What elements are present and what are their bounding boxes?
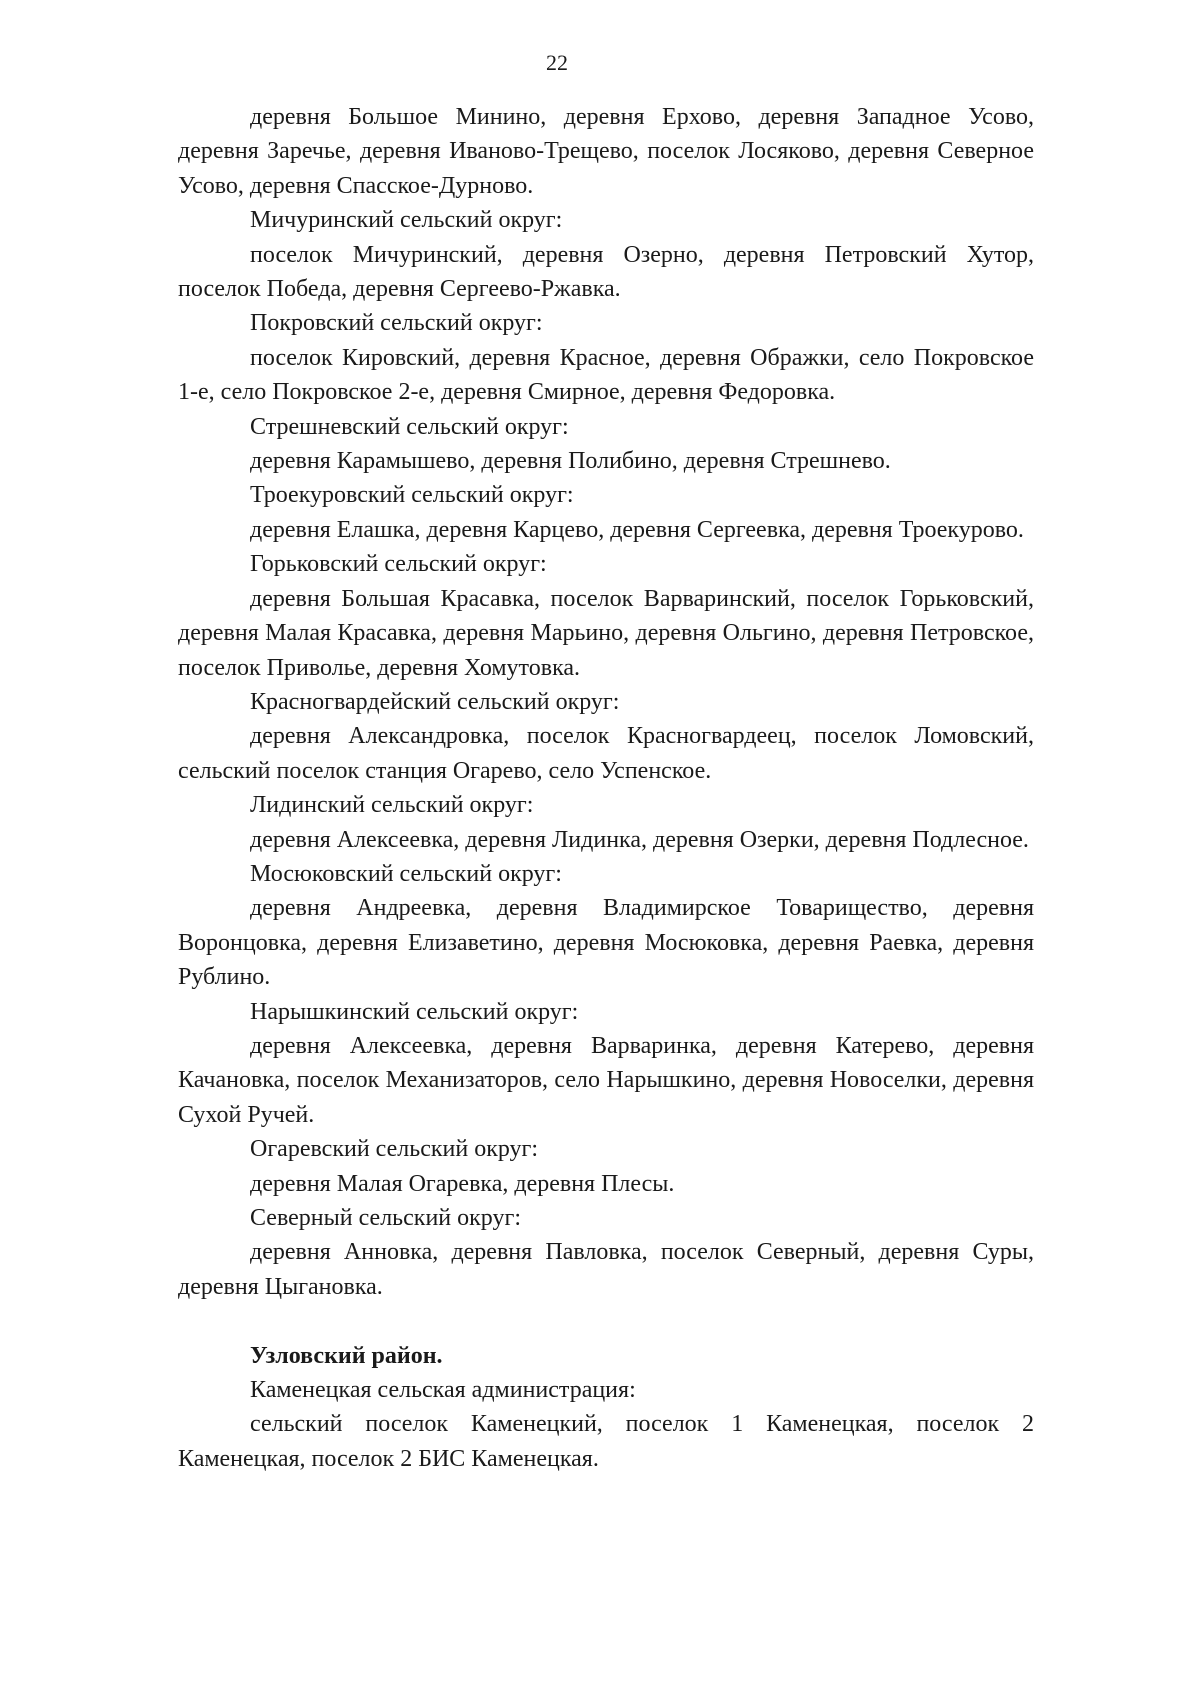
section-heading: Горьковский сельский округ: (250, 551, 547, 578)
settlement-list: деревня Анновка, деревня Павловка, поселок Северный, деревня Суры, деревня Цыгановка. (178, 1239, 1034, 1300)
settlement-list: поселок Мичуринский, деревня Озерно, деревня Петровский Хутор, поселок Победа, деревня Сергеево-Ржавка. (178, 241, 1034, 303)
settlement-list: деревня Большая Красавка, поселок Варваринский, поселок Горьковский, деревня Малая Красавка, деревня Марьино, деревня Ольгино, деревня Петровское, поселок Приволье, деревня Хомутовка. (178, 585, 1034, 681)
settlement-list: поселок Кировский, деревня Красное, деревня Ображки, село Покровское 1-е, село Покровское 2-е, деревня Смирное, деревня Федоровка. (178, 344, 1034, 406)
settlement-list: деревня Малая Огаревка, деревня Плесы. (250, 1170, 675, 1197)
section-heading: Северный сельский округ: (250, 1205, 521, 1231)
settlement-list: деревня Карамышево, деревня Полибино, деревня Стрешнево. (250, 448, 891, 475)
settlement-list: деревня Большое Минино, деревня Ерхово, деревня Западное Усово, деревня Заречье, деревня Иваново-Трещево, поселок Лосяково, деревня Северное Усово, деревня Спасское-Дурново. (178, 104, 1034, 199)
settlement-list: деревня Андреевка, деревня Владимирское Товарищество, деревня Воронцовка, деревня Елизаветино, деревня Мосюковка, деревня Раевка, деревня Рублино. (178, 895, 1034, 991)
section-heading: Стрешневский сельский округ: (250, 413, 569, 440)
settlement-list: деревня Александровка, поселок Красногвардеец, поселок Ломовский, сельский поселок станция Огарево, село Успенское. (178, 723, 1034, 784)
section-heading: Нарышкинский сельский округ: (250, 998, 579, 1025)
section-heading: Каменецкая сельская администрация: (250, 1377, 636, 1404)
section-heading: Лидинский сельский округ: (250, 792, 534, 819)
settlement-list: деревня Елашка, деревня Карцево, деревня Сергеевка, деревня Троекурово. (250, 516, 1024, 543)
document-body (178, 100, 1034, 1476)
page-number: 22 (546, 50, 568, 75)
section-heading: Красногвардейский сельский округ: (250, 688, 620, 715)
settlement-list: сельский поселок Каменецкий, поселок 1 Каменецкая, поселок 2 Каменецкая, поселок 2 БИС Каменецкая. (178, 1411, 1034, 1472)
section-heading: Покровский сельский округ: (250, 310, 543, 337)
section-heading: Мичуринский сельский округ: (250, 207, 563, 234)
district-heading: Узловский район. (250, 1342, 443, 1369)
section-heading: Огаревский сельский округ: (250, 1136, 539, 1163)
section-heading: Мосюковский сельский округ: (250, 860, 562, 887)
section-heading: Троекуровский сельский округ: (250, 482, 574, 509)
settlement-list: деревня Алексеевка, деревня Варваринка, деревня Катерево, деревня Качановка, поселок Механизаторов, село Нарышкино, деревня Новоселки, деревня Сухой Ручей. (178, 1032, 1034, 1128)
settlement-list: деревня Алексеевка, деревня Лидинка, деревня Озерки, деревня Подлесное. (250, 826, 1029, 853)
